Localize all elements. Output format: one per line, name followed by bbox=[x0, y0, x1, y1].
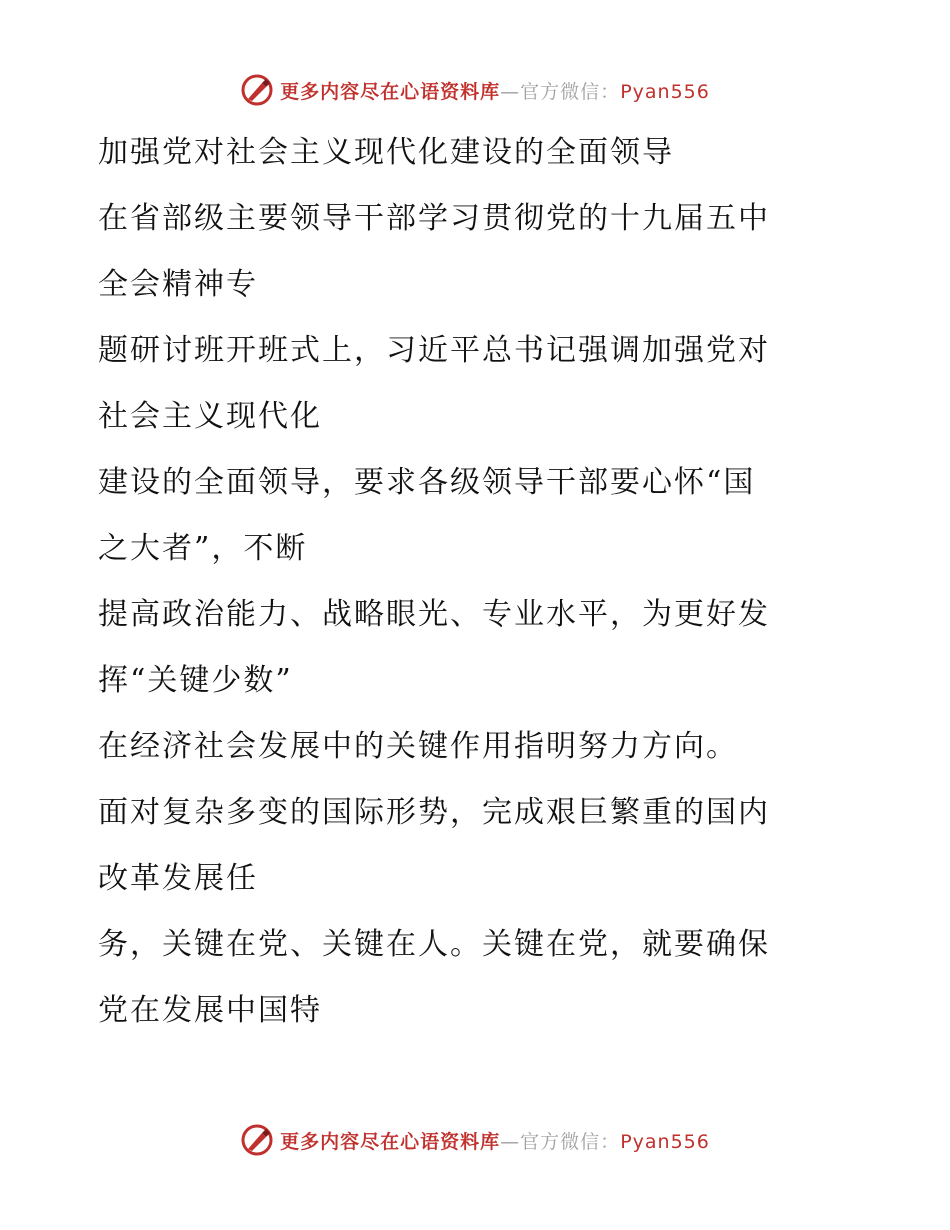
text-line: 之大者”，不断 bbox=[98, 531, 308, 566]
text-line: 社会主义现代化 bbox=[98, 399, 322, 434]
text-line: 提高政治能力、战略眼光、专业水平，为更好发 bbox=[98, 597, 770, 632]
text-line: 党在发展中国特 bbox=[98, 993, 322, 1028]
text-line: 在经济社会发展中的关键作用指明努力方向。 bbox=[98, 729, 738, 764]
text-line: 全会精神专 bbox=[98, 267, 258, 302]
watermark-header bbox=[0, 70, 950, 110]
watermark-id: Pyan556 bbox=[620, 80, 710, 103]
watermark-dash: —官方微信： bbox=[500, 80, 621, 103]
text-line: 建设的全面领导，要求各级领导干部要心怀“国 bbox=[98, 465, 756, 500]
watermark-brand: 更多内容尽在心语资料库 bbox=[280, 1130, 501, 1153]
text-line: 挥“关键少数” bbox=[98, 663, 293, 698]
watermark-id: Pyan556 bbox=[620, 1130, 710, 1153]
text-line: 加强党对社会主义现代化建设的全面领导 bbox=[98, 135, 674, 170]
watermark-text bbox=[280, 77, 710, 104]
watermark-text bbox=[280, 1127, 710, 1154]
watermark-dash: —官方微信： bbox=[500, 1130, 621, 1153]
watermark-brand: 更多内容尽在心语资料库 bbox=[280, 80, 501, 103]
text-line: 改革发展任 bbox=[98, 861, 258, 896]
text-line: 在省部级主要领导干部学习贯彻党的十九届五中 bbox=[98, 201, 770, 236]
pen-logo-icon bbox=[240, 1123, 274, 1157]
text-line: 题研讨班开班式上，习近平总书记强调加强党对 bbox=[98, 333, 770, 368]
document-body bbox=[98, 120, 838, 1044]
text-line: 务，关键在党、关键在人。关键在党，就要确保 bbox=[98, 927, 770, 962]
text-line: 面对复杂多变的国际形势，完成艰巨繁重的国内 bbox=[98, 795, 770, 830]
pen-logo-icon bbox=[240, 73, 274, 107]
watermark-footer bbox=[0, 1120, 950, 1160]
